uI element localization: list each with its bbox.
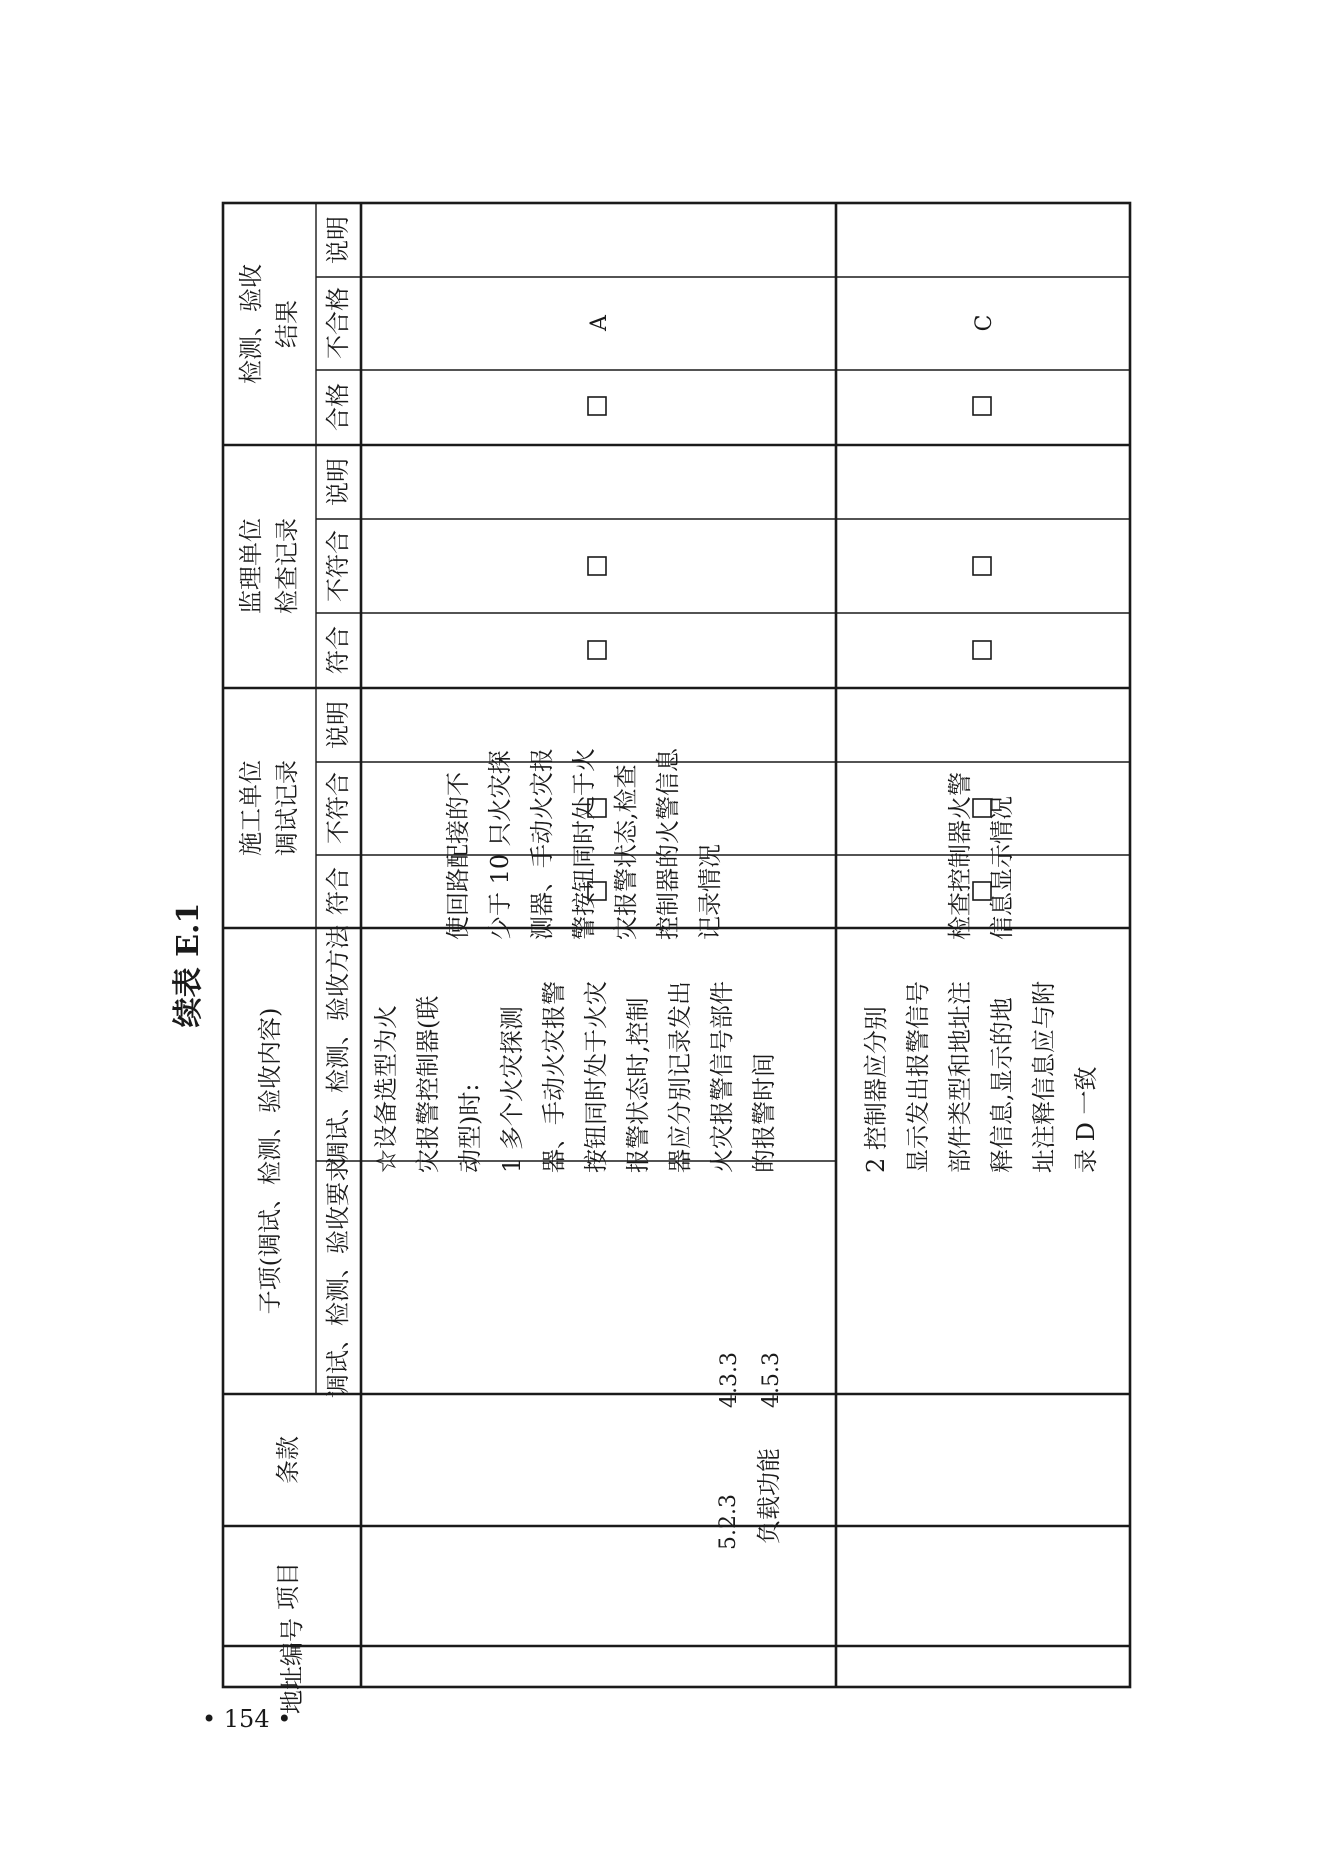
row2-supervision-conform-checkbox[interactable]	[973, 641, 991, 659]
table-title: 续表 E.1	[171, 902, 206, 1028]
row2-qualified-checkbox[interactable]	[973, 397, 991, 415]
table-header	[237, 216, 352, 1714]
header-note-supervision: 说明	[324, 458, 352, 506]
header-supervision-line1: 监理单位	[237, 518, 265, 614]
row1-qualified-checkbox[interactable]	[588, 397, 606, 415]
header-result-group-line2: 结果	[273, 300, 301, 348]
header-conform-construction: 符合	[324, 867, 352, 915]
header-subitem-group: 子项(调试、检测、验收内容)	[256, 1007, 284, 1315]
header-qualified: 合格	[324, 383, 352, 431]
row1-requirement-line: 器、手动火灾报警	[540, 981, 568, 1173]
row1-requirement-line: 报警状态时,控制	[624, 997, 652, 1173]
row2-method	[946, 772, 1016, 940]
header-clause: 条款	[274, 1436, 302, 1484]
row1-requirement	[372, 981, 778, 1173]
row1-project-line: 负载功能	[755, 1448, 783, 1544]
row2-supervision-nonconform-checkbox[interactable]	[973, 557, 991, 575]
row1-clause-line: 4.3.3	[717, 1352, 742, 1408]
row1-result-label: A	[587, 315, 612, 331]
table-row	[862, 315, 1100, 1173]
row1-requirement-line: 1 多个火灾探测	[498, 1006, 526, 1173]
table-grid	[223, 203, 1130, 1687]
row2-requirement-line: 释信息,显示的地	[988, 997, 1016, 1173]
row1-requirement-line: 按钮同时处于火灾	[582, 981, 610, 1173]
row1-requirement-line: 动型)时:	[456, 1083, 484, 1173]
header-supervision-line2: 检查记录	[273, 518, 301, 614]
header-address-no: 地址编号	[278, 1618, 306, 1714]
row1-method-line: 测器、手动火灾报	[528, 748, 556, 940]
header-unqualified: 不合格	[324, 287, 352, 359]
header-note-construction: 说明	[324, 701, 352, 749]
row1-requirement-line: ☆设备选型为火	[372, 1005, 400, 1173]
header-result-group-line1: 检测、验收	[237, 264, 265, 384]
row1-method	[444, 747, 724, 940]
row2-method-line: 信息显示情况	[988, 796, 1016, 940]
row1-supervision-nonconform-checkbox[interactable]	[588, 557, 606, 575]
row1-method-line: 控制器的火警信息	[654, 748, 682, 940]
row1-method-line: 少于 10 只火灾探	[486, 750, 514, 940]
row1-method-line: 警按钮同时处于火	[570, 748, 598, 940]
table-row	[372, 314, 784, 1550]
header-project: 项目	[274, 1562, 302, 1610]
row1-method-line: 记录情况	[696, 844, 724, 940]
header-nonconform-construction: 不符合	[324, 772, 352, 844]
page-number: • 154 •	[202, 1705, 292, 1733]
row2-requirement-line: 录 D 一致	[1072, 1066, 1100, 1173]
row1-clause-line: 4.5.3	[759, 1352, 784, 1408]
row2-requirement-line: 部件类型和地址注	[946, 981, 974, 1173]
row1-requirement-line: 火灾报警信号部件	[708, 981, 736, 1173]
row1-requirement-line: 灾报警控制器(联	[414, 995, 442, 1173]
row2-requirement-line: 2 控制器应分别	[862, 1006, 890, 1173]
row2-method-line: 检查控制器火警	[946, 772, 974, 940]
row2-result-label: C	[972, 314, 997, 332]
header-construction-line1: 施工单位	[237, 760, 265, 856]
header-requirement: 调试、检测、验收要求	[324, 1158, 352, 1398]
header-nonconform-supervision: 不符合	[324, 530, 352, 602]
header-conform-supervision: 符合	[324, 626, 352, 674]
header-construction-line2: 调试记录	[273, 760, 301, 856]
row2-requirement-line: 址注释信息应与附	[1030, 981, 1058, 1173]
row1-project-line: 5.2.3	[716, 1494, 741, 1550]
row2-requirement-line: 显示发出报警信号	[904, 981, 932, 1173]
row1-requirement-line: 器应分别记录发出	[666, 981, 694, 1173]
row2-requirement	[862, 981, 1100, 1173]
row1-supervision-conform-checkbox[interactable]	[588, 641, 606, 659]
header-note-result: 说明	[324, 216, 352, 264]
row1-method-line: 灾报警状态,检查	[612, 764, 640, 940]
header-method: 调试、检测、验收方法	[324, 925, 352, 1165]
row1-requirement-line: 的报警时间	[750, 1053, 778, 1173]
row1-method-line: 使回路配接的不	[444, 772, 472, 940]
